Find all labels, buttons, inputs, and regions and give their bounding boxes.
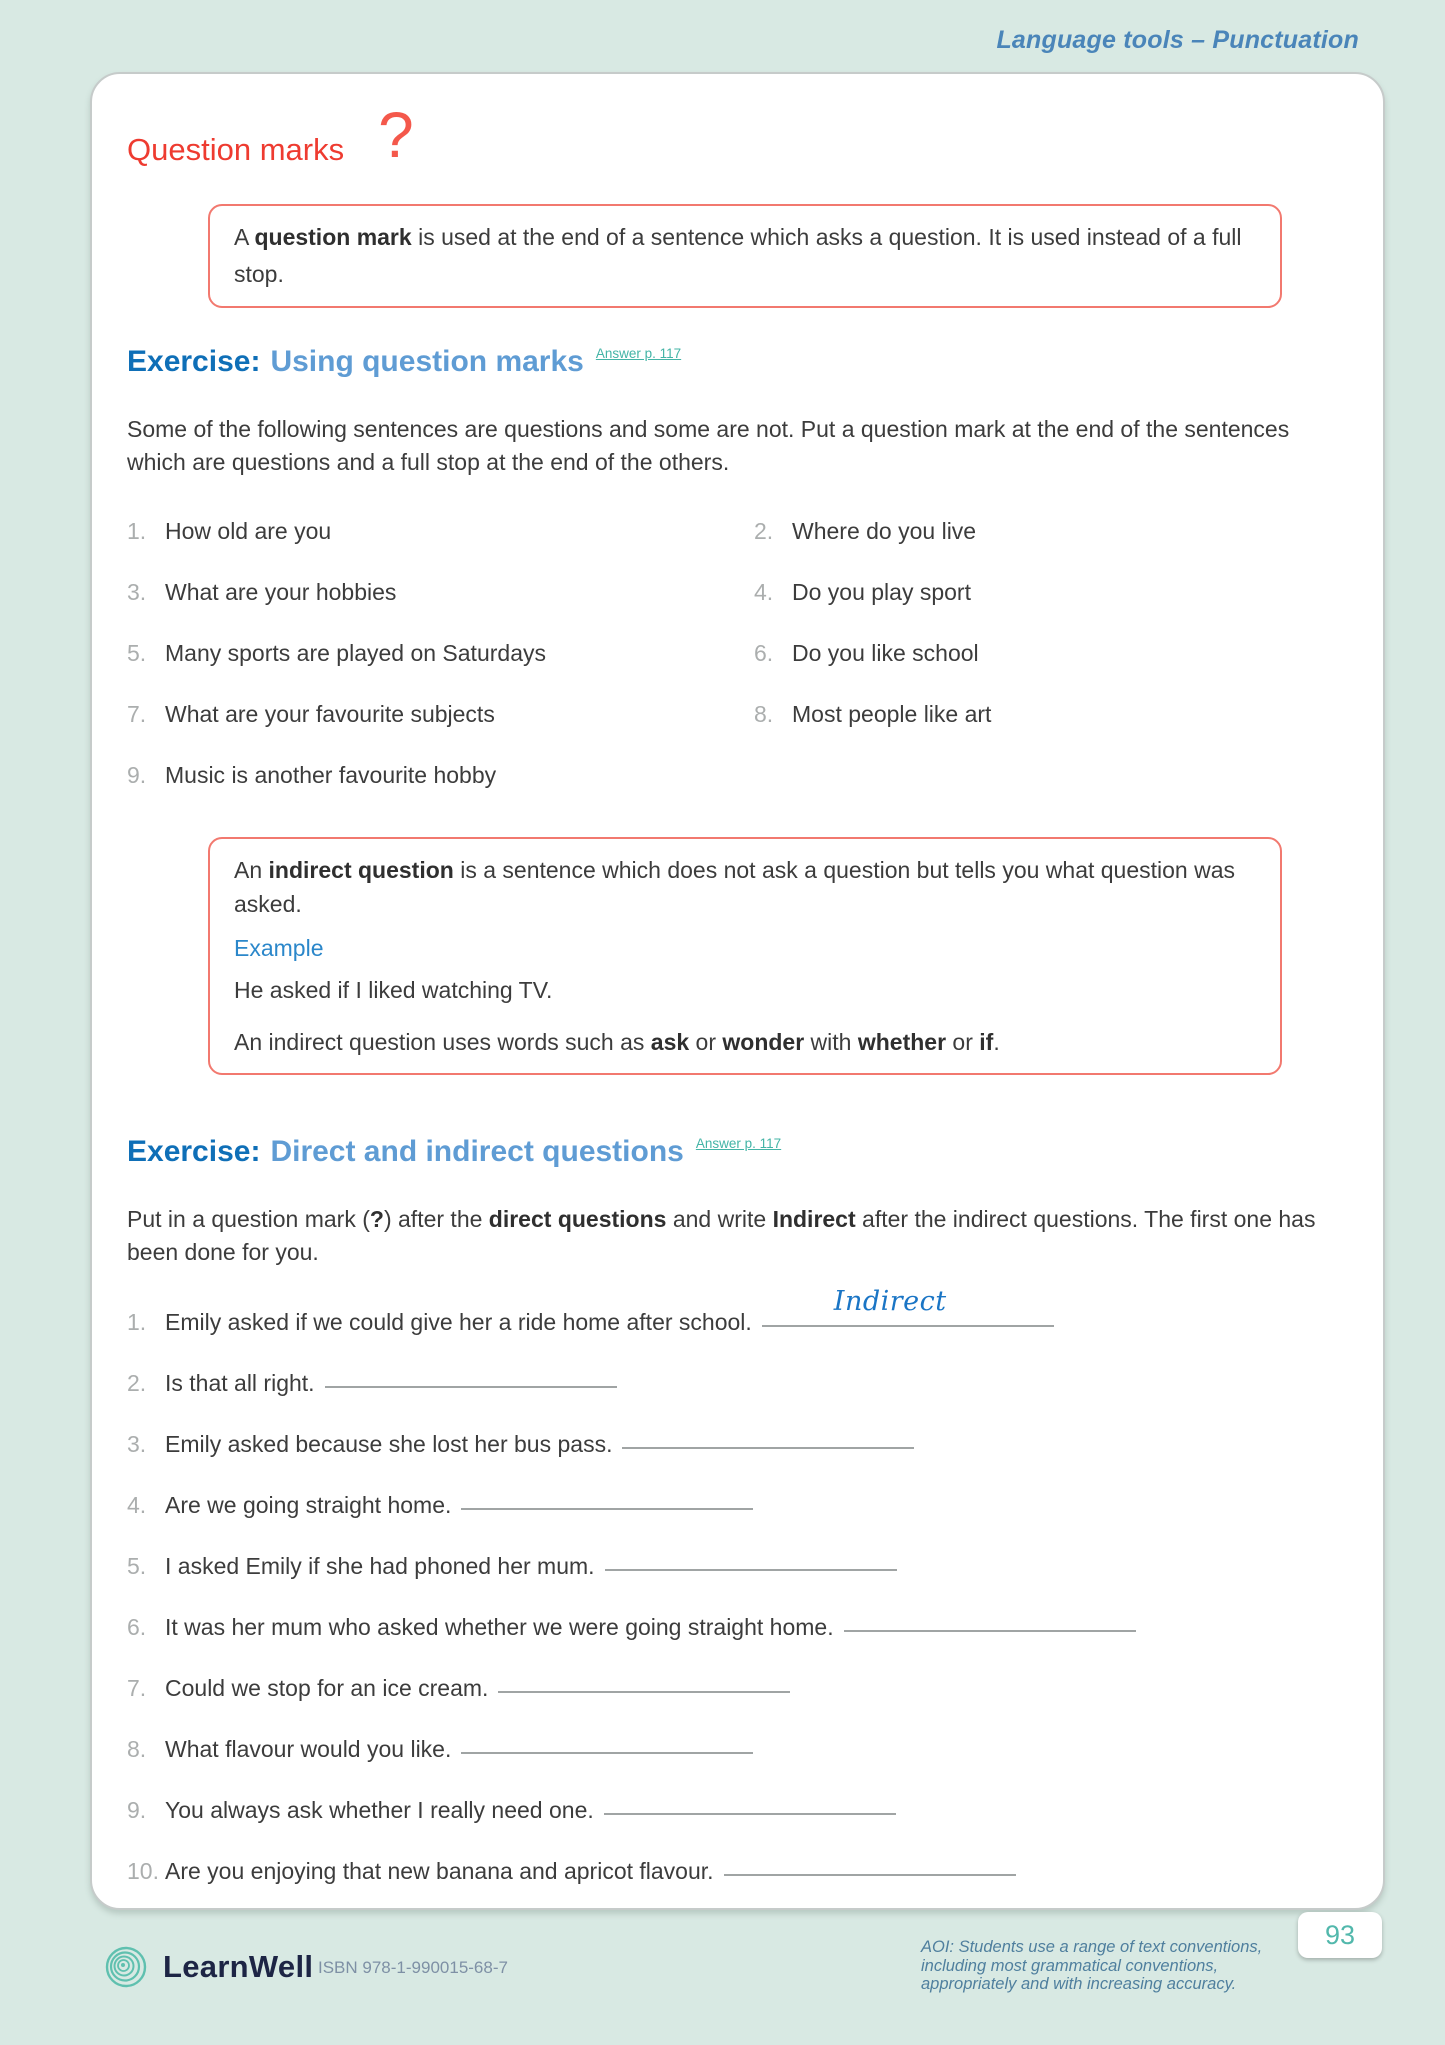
exercise2-heading (127, 1133, 1343, 1176)
exercise1-heading (127, 343, 1343, 386)
answer-line[interactable] (461, 1748, 753, 1754)
item-number: 1. (127, 1309, 147, 1335)
page-title-row (127, 99, 1343, 171)
list-item (127, 1610, 1343, 1644)
list-item (127, 514, 754, 548)
item-text: Music is another favourite hobby (165, 762, 497, 788)
item-text: What are your hobbies (165, 579, 397, 605)
item-text: Many sports are played on Saturdays (165, 640, 546, 666)
item-text: Are you enjoying that new banana and apricot flavour. (165, 1858, 714, 1884)
exercise2-list (127, 1286, 1343, 1888)
answer-page-link[interactable]: Answer p. 117 (595, 346, 682, 361)
aoi-line: appropriately and with increasing accuracy. (921, 1975, 1237, 1993)
page-number: 93 (1324, 1919, 1356, 1950)
list-item (127, 1549, 1343, 1583)
item-number: 1. (127, 518, 147, 544)
item-text: Most people like art (792, 701, 992, 727)
item-text: You always ask whether I really need one. (165, 1797, 594, 1823)
list-item (754, 514, 1343, 548)
item-number: 8. (754, 701, 774, 727)
item-text: Is that all right. (165, 1370, 315, 1396)
list-item (127, 697, 754, 731)
list-item (127, 758, 754, 792)
item-number: 9. (127, 762, 147, 788)
exercise1-list (127, 514, 1343, 792)
item-number: 5. (127, 1553, 147, 1579)
answer-line[interactable] (724, 1870, 1016, 1876)
item-number: 3. (127, 1431, 147, 1457)
isbn-text: ISBN 978-1-990015-68-7 (318, 1958, 508, 1977)
example-sentence: He asked if I liked watching TV. (234, 977, 553, 1003)
example-label: Example (234, 935, 324, 961)
answer-page-link[interactable]: Answer p. 117 (695, 1136, 782, 1151)
item-number: 4. (754, 579, 774, 605)
item-text: What are your favourite subjects (165, 701, 495, 727)
definition-box-indirect-question (208, 837, 1282, 1075)
item-number: 7. (127, 701, 147, 727)
item-text: Emily asked because she lost her bus pass. (165, 1431, 613, 1457)
item-number: 2. (127, 1370, 147, 1396)
exercise1-title: Using question marks (270, 345, 584, 378)
item-text: I asked Emily if she had phoned her mum. (165, 1553, 595, 1579)
handwritten-answer: Indirect (833, 1286, 947, 1317)
definition-text: A question mark is used at the end of a sentence which asks a question. It is used instead of a full stop. (234, 224, 1242, 287)
exercise2-title: Direct and indirect questions (270, 1135, 684, 1168)
item-number: 5. (127, 640, 147, 666)
list-item (127, 1732, 1343, 1766)
answer-line[interactable] (605, 1565, 897, 1571)
item-number: 6. (754, 640, 774, 666)
brand-name: LearnWell (163, 1949, 314, 1984)
answer-line[interactable] (622, 1443, 914, 1449)
worksheet-page (90, 72, 1385, 1910)
page-title: Question marks (127, 132, 345, 167)
answer-line[interactable] (604, 1809, 896, 1815)
indirect-usage-note: An indirect question uses words such as ask or wonder with whether or if. (234, 1029, 1000, 1055)
list-item (127, 1793, 1343, 1827)
item-number: 6. (127, 1614, 147, 1640)
list-item (127, 1671, 1343, 1705)
item-text: Are we going straight home. (165, 1492, 452, 1518)
list-item (127, 1488, 1343, 1522)
definition-box-question-mark (208, 204, 1282, 308)
item-text: Do you play sport (792, 579, 971, 605)
item-number: 3. (127, 579, 147, 605)
answer-line[interactable] (498, 1687, 790, 1693)
item-text: Do you like school (792, 640, 979, 666)
definition-text: An indirect question is a sentence which does not ask a question but tells you what question was asked. (234, 857, 1236, 917)
aoi-line: including most grammatical conventions, (921, 1956, 1219, 1975)
aoi-line: AOI: Students use a range of text conventions, (921, 1938, 1263, 1956)
item-text: What flavour would you like. (165, 1736, 452, 1762)
list-item (127, 575, 754, 609)
exercise-label: Exercise: (127, 1135, 261, 1168)
item-text: Could we stop for an ice cream. (165, 1675, 489, 1701)
aoi-note (921, 1938, 1291, 1994)
item-number: 9. (127, 1797, 147, 1823)
list-item (754, 636, 1343, 670)
page-number-badge (1298, 1912, 1382, 1958)
list-item (754, 575, 1343, 609)
item-number: 10. (127, 1858, 159, 1884)
list-item (127, 1366, 1343, 1400)
question-mark-glyph: ? (378, 99, 414, 171)
item-text: It was her mum who asked whether we were going straight home. (165, 1614, 834, 1640)
exercise1-instructions: Some of the following sentences are questions and some are not. Put a question mark at the end of the sentences which are questions and a full stop at the end of the others. (127, 416, 1290, 475)
learnwell-logo (103, 1944, 313, 1990)
spiral-logo-icon (103, 1944, 149, 1990)
list-item (127, 1286, 1343, 1339)
exercise-label: Exercise: (127, 345, 261, 378)
list-item (127, 636, 754, 670)
item-number: 4. (127, 1492, 147, 1518)
list-item (127, 1427, 1343, 1461)
answer-line[interactable] (844, 1626, 1136, 1632)
list-item (754, 697, 1343, 731)
item-text: How old are you (165, 518, 332, 544)
item-text: Where do you live (792, 518, 977, 544)
section-header: Language tools – Punctuation (996, 26, 1359, 54)
item-number: 2. (754, 518, 774, 544)
exercise2-instructions: Put in a question mark (?) after the direct questions and write Indirect after the indirect questions. The first one has been done for you. (127, 1206, 1316, 1265)
item-number: 8. (127, 1736, 147, 1762)
item-number: 7. (127, 1675, 147, 1701)
answer-line[interactable] (461, 1504, 753, 1510)
answer-line[interactable] (762, 1286, 1054, 1327)
answer-line[interactable] (325, 1382, 617, 1388)
list-item (127, 1854, 1343, 1888)
item-text: Emily asked if we could give her a ride home after school. (165, 1309, 752, 1335)
